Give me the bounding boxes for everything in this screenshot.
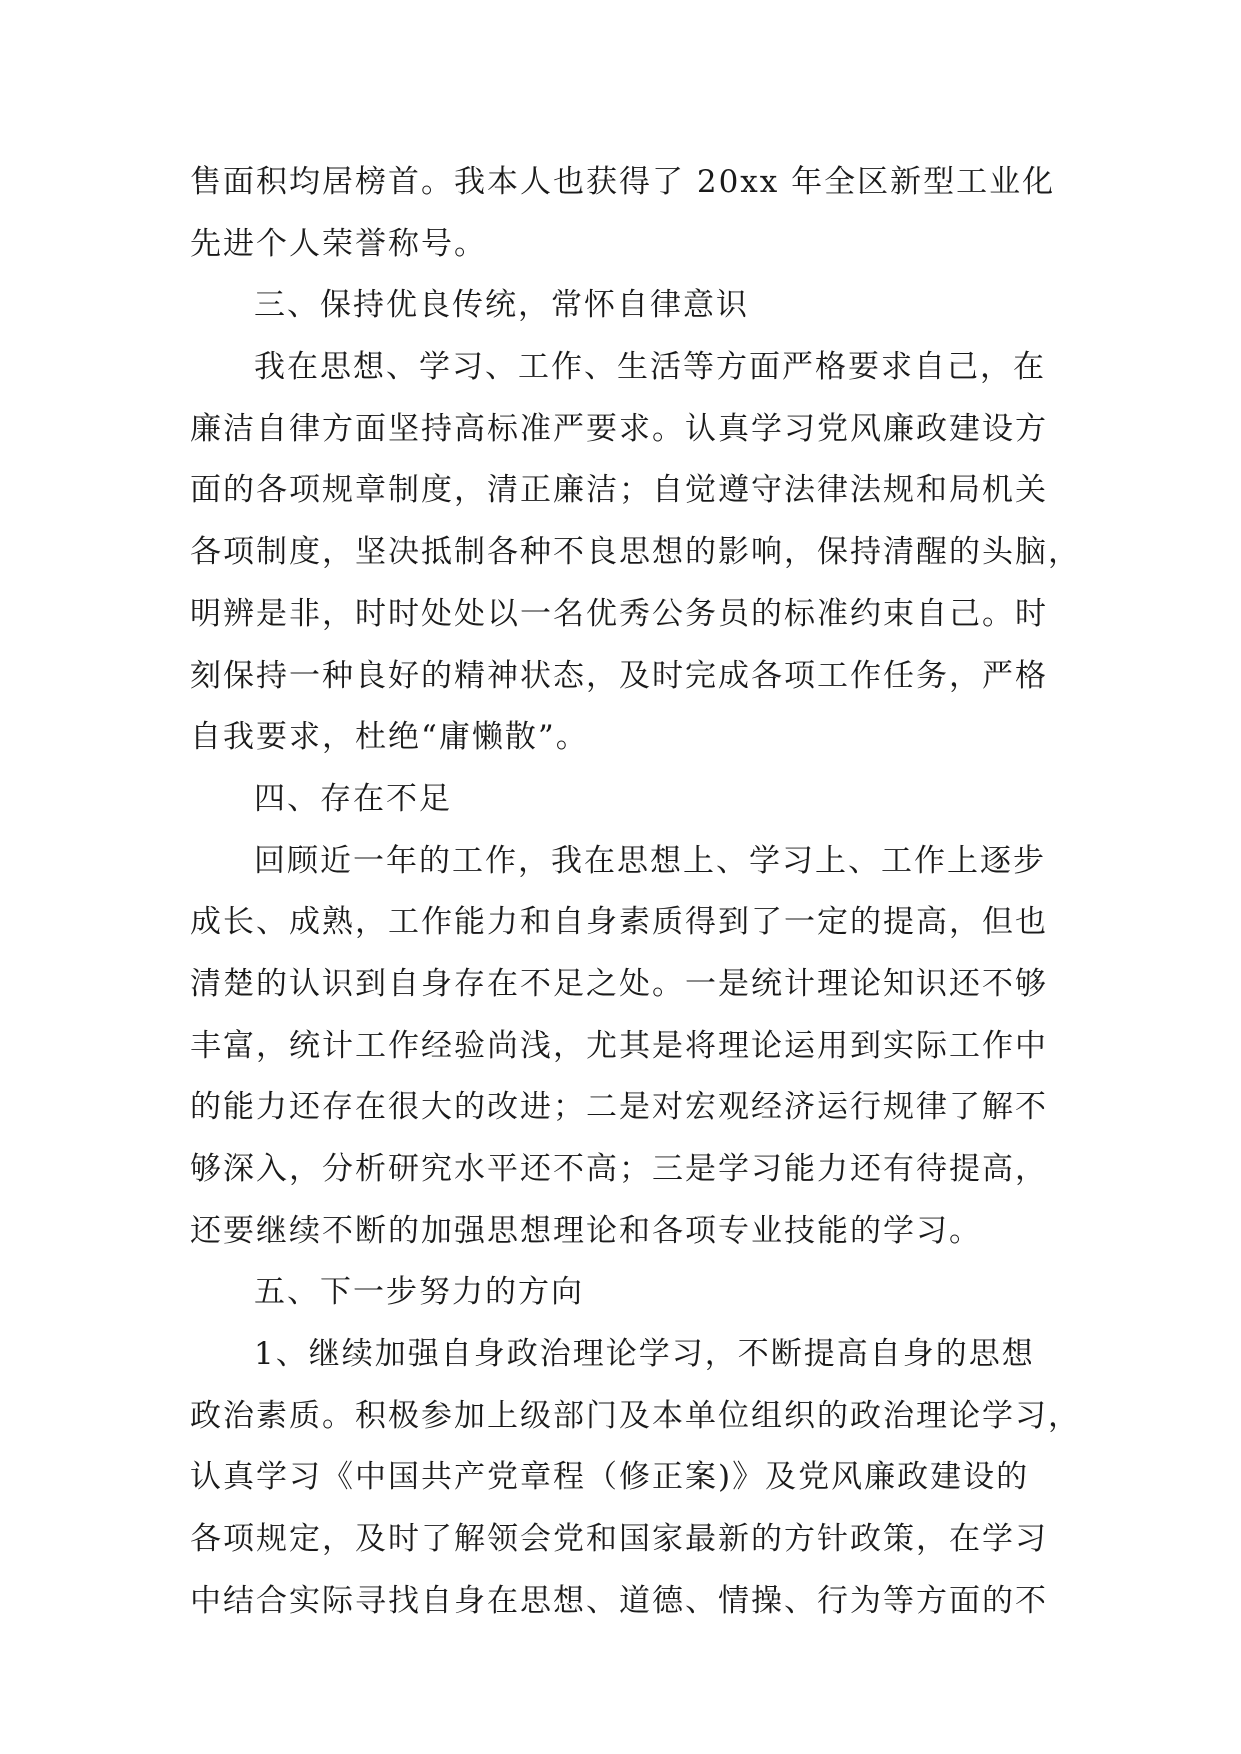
text-line: 中结合实际寻找自身在思想、道德、情操、行为等方面的不 [190,1582,1048,1619]
text-line: 丰富，统计工作经验尚浅，尤其是将理论运用到实际工作中 [190,1027,1048,1064]
text-line: 清楚的认识到自身存在不足之处。一是统计理论知识还不够 [190,965,1048,1002]
document-body [190,152,1081,1633]
text-line: 明辨是非，时时处处以一名优秀公务员的标准约束自己。时 [190,595,1048,632]
text-line: 成长、成熟，工作能力和自身素质得到了一定的提高，但也 [190,904,1048,941]
text-line: 售面积均居榜首。我本人也获得了 20xx 年全区新型工业化 [190,164,1056,200]
text-line: 各项制度，坚决抵制各种不良思想的影响，保持清醒的头脑， [190,534,1081,571]
text-line: 刻保持一种良好的精神状态，及时完成各项工作任务，严格 [190,657,1048,694]
text-line: 回顾近一年的工作，我在思想上、学习上、工作上逐步 [254,842,1046,879]
text-line: 先进个人荣誉称号。 [190,225,487,262]
text-line: 认真学习《中国共产党章程（修正案)》及党风廉政建设的 [190,1459,1030,1496]
text-line: 各项规定，及时了解领会党和国家最新的方针政策，在学习 [190,1521,1048,1558]
text-line: 五、下一步努力的方向 [254,1274,584,1311]
text-line: 1、继续加强自身政治理论学习，不断提高自身的思想 [254,1336,1035,1373]
text-line: 自我要求，杜绝“庸懒散”。 [190,719,589,756]
text-line: 还要继续不断的加强思想理论和各项专业技能的学习。 [190,1212,982,1249]
text-line: 我在思想、学习、工作、生活等方面严格要求自己，在 [254,349,1046,386]
text-line: 四、存在不足 [254,780,452,817]
text-line: 够深入，分析研究水平还不高；三是学习能力还有待提高， [190,1151,1048,1187]
text-line: 面的各项规章制度，清正廉洁；自觉遵守法律法规和局机关 [190,472,1048,509]
text-line: 的能力还存在很大的改进；二是对宏观经济运行规律了解不 [190,1089,1048,1126]
text-line: 政治素质。积极参加上级部门及本单位组织的政治理论学习， [190,1397,1081,1434]
text-line: 三、保持优良传统，常怀自律意识 [254,287,749,324]
text-line: 廉洁自律方面坚持高标准严要求。认真学习党风廉政建设方 [190,410,1048,447]
